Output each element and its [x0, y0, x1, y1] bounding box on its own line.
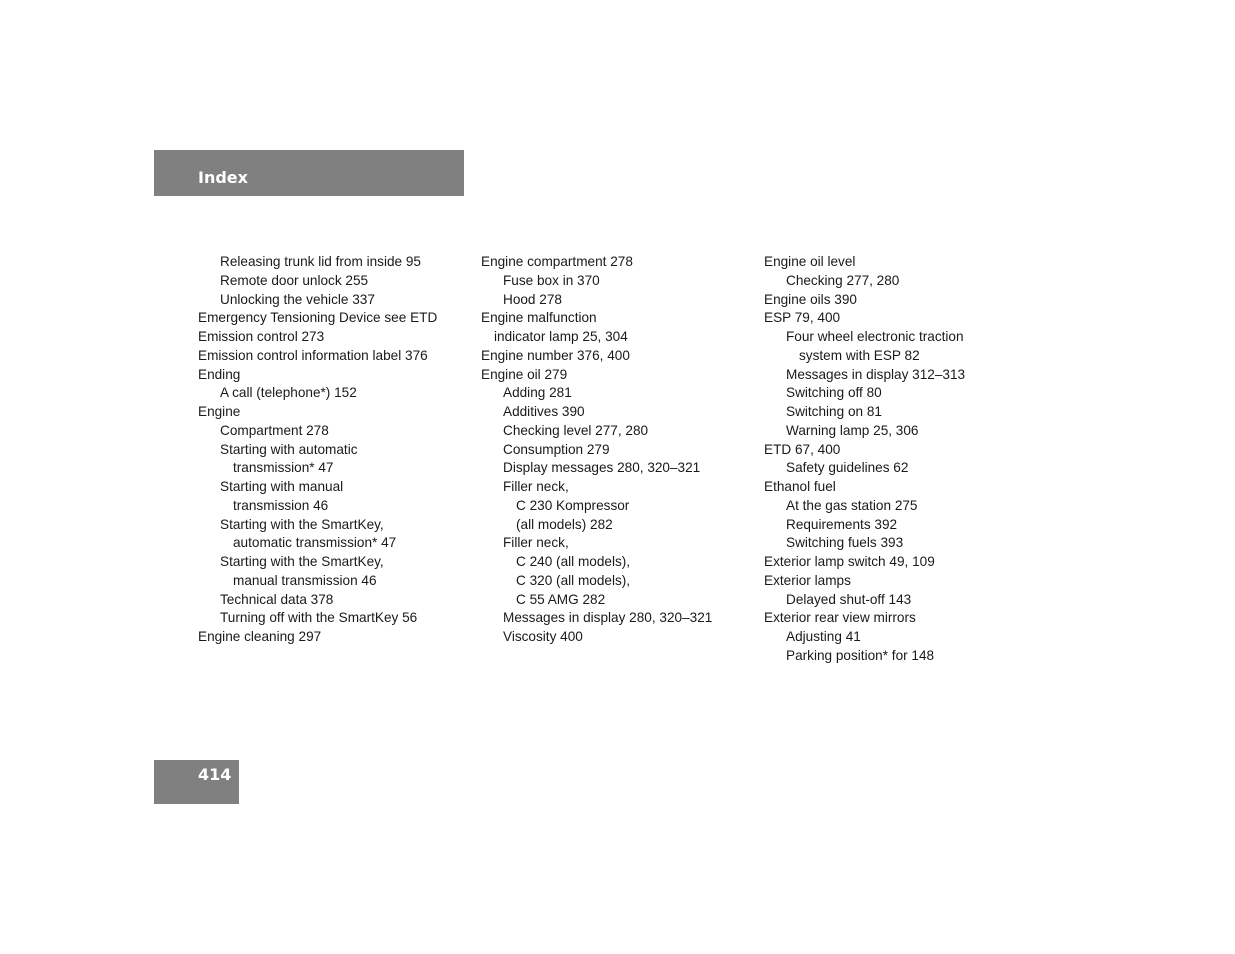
index-subentry: C 230 Kompressor: [516, 497, 630, 513]
index-entry: ETD 67, 400: [764, 441, 841, 457]
index-entry: Engine: [198, 404, 241, 419]
index-entry: Engine malfunction: [481, 310, 597, 326]
index-subentry: Display messages 280, 320–321: [503, 460, 701, 476]
index-subentry: Parking position* for 148: [786, 647, 935, 663]
page-number-box: [154, 760, 239, 804]
index-subentry: Starting with the SmartKey,: [220, 516, 384, 532]
page-title: Index: [198, 168, 248, 187]
index-entry: Emergency Tensioning Device see ETD: [198, 310, 438, 326]
index-subentry: Starting with automatic: [220, 441, 358, 457]
index-subentry: Requirements 392: [786, 516, 898, 532]
index-subentry: Switching fuels 393: [786, 535, 904, 551]
index-subentry: Hood 278: [503, 291, 562, 307]
index-subentry: system with ESP 82: [799, 347, 920, 363]
index-subentry: C 320 (all models),: [516, 572, 631, 588]
index-subentry: Four wheel electronic traction: [786, 329, 964, 344]
index-subentry: Checking level 277, 280: [503, 422, 649, 438]
page-number: 414: [198, 765, 232, 784]
index-subentry: Turning off with the SmartKey 56: [220, 610, 418, 626]
index-column-2: [481, 253, 761, 647]
index-entry: Exterior lamps: [764, 572, 851, 588]
index-subentry: Fuse box in 370: [503, 272, 600, 288]
index-subentry: Starting with manual: [220, 479, 344, 494]
index-subentry: Delayed shut-off 143: [786, 591, 912, 607]
index-entry: Engine compartment 278: [481, 254, 633, 269]
index-subentry: Additives 390: [503, 404, 585, 419]
index-entry: Ethanol fuel: [764, 479, 836, 494]
index-subentry: At the gas station 275: [786, 497, 918, 513]
index-subentry: Checking 277, 280: [786, 272, 900, 288]
index-subentry: C 240 (all models),: [516, 554, 631, 569]
index-subentry: Adjusting 41: [786, 629, 861, 644]
index-subentry: transmission 46: [233, 497, 329, 513]
index-subentry: Viscosity 400: [503, 629, 583, 644]
index-subentry: Technical data 378: [220, 591, 334, 607]
index-entry: Engine cleaning 297: [198, 629, 322, 644]
index-subentry: Warning lamp 25, 306: [786, 422, 919, 438]
index-subentry: manual transmission 46: [233, 572, 377, 588]
index-subentry: Starting with the SmartKey,: [220, 554, 384, 569]
index-subentry: Filler neck,: [503, 479, 569, 494]
index-column-3: [764, 253, 1044, 666]
index-entry: Exterior lamp switch 49, 109: [764, 554, 935, 569]
index-entry: ESP 79, 400: [764, 310, 841, 326]
index-subentry: A call (telephone*) 152: [220, 385, 357, 401]
index-subentry: (all models) 282: [516, 516, 613, 532]
index-entry: Ending: [198, 366, 241, 382]
index-subentry: Remote door unlock 255: [220, 272, 369, 288]
index-entry: Emission control 273: [198, 329, 325, 344]
index-subentry: Unlocking the vehicle 337: [220, 291, 375, 307]
index-column-1: [198, 253, 478, 647]
index-subentry: transmission* 47: [233, 460, 334, 476]
index-entry: Engine oil 279: [481, 366, 568, 382]
index-subentry: Messages in display 312–313: [786, 366, 966, 382]
index-subentry: indicator lamp 25, 304: [494, 329, 628, 344]
index-subentry: Filler neck,: [503, 535, 569, 551]
index-entry: Engine number 376, 400: [481, 347, 630, 363]
index-subentry: Safety guidelines 62: [786, 460, 909, 476]
index-subentry: Compartment 278: [220, 422, 329, 438]
index-subentry: automatic transmission* 47: [233, 535, 397, 551]
index-header-bar: [154, 150, 464, 196]
index-subentry: Switching on 81: [786, 404, 882, 419]
index-entry: Exterior rear view mirrors: [764, 610, 916, 626]
index-subentry: Switching off 80: [786, 385, 882, 401]
index-subentry: C 55 AMG 282: [516, 591, 606, 607]
index-subentry: Messages in display 280, 320–321: [503, 610, 713, 626]
index-subentry: Releasing trunk lid from inside 95: [220, 254, 421, 269]
index-subentry: Adding 281: [503, 385, 572, 401]
index-entry: Emission control information label 376: [198, 347, 428, 363]
index-entry: Engine oils 390: [764, 291, 857, 307]
index-subentry: Consumption 279: [503, 441, 610, 457]
index-entry: Engine oil level: [764, 254, 856, 269]
